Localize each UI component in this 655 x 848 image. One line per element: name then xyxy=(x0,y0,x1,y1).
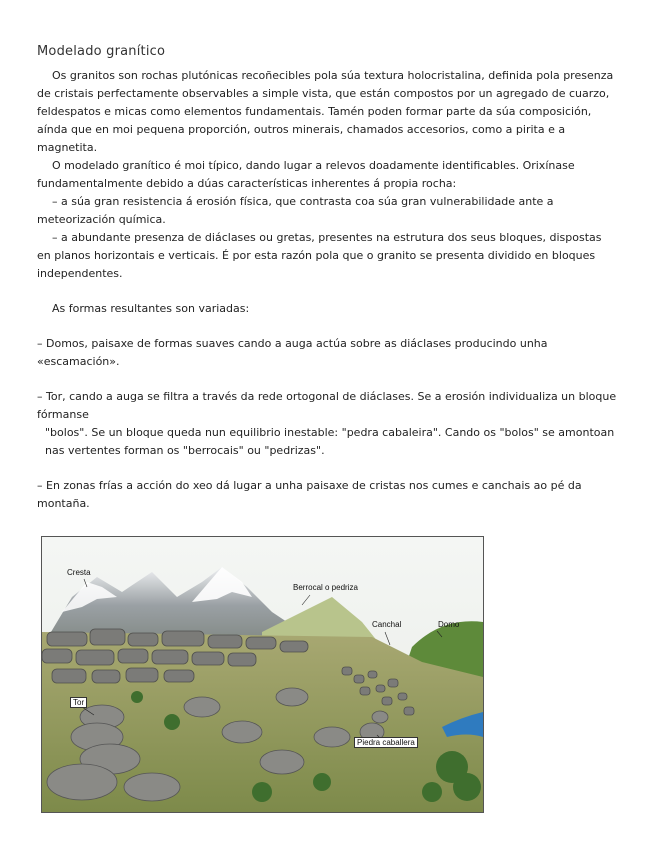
paragraph-forms-intro: As formas resultantes son variadas: xyxy=(52,302,250,315)
landscape-illustration xyxy=(42,537,483,812)
list-item-erosion-resistance: – a súa gran resistencia á erosión física, que contrasta coa súa gran vulnerabilidade ante a meteorización química. xyxy=(37,195,554,226)
list-item-tor: – Tor, cando a auga se filtra a través da rede ortogonal de diáclases. Se a erosión individualiza un bloque fórmanse xyxy=(37,390,617,421)
label-cresta: Cresta xyxy=(67,568,91,577)
document-body xyxy=(37,44,617,513)
label-tor: Tor xyxy=(70,697,87,708)
label-domo: Domo xyxy=(438,620,460,629)
granite-landscape-figure xyxy=(41,536,484,813)
list-item-cold-zones: – En zonas frías a acción do xeo dá lugar a unha paisaxe de cristas nos cumes e canchais ao pé da montaña. xyxy=(37,479,582,510)
label-piedra-caballera: Piedra caballera xyxy=(354,737,418,748)
list-item-domos: – Domos, paisaxe de formas suaves cando a auga actúa sobre as diáclases producindo unha «escamación». xyxy=(37,337,548,368)
page-title: Modelado granítico xyxy=(37,44,166,59)
list-item-diaclases: – a abundante presenza de diáclases ou gretas, presentes na estrutura dos seus bloques, dispostas en planos horizontais e verticais. É por esta razón pola que o granito se presenta dividido en bloques independentes. xyxy=(37,231,602,280)
paragraph-granite-modelling: O modelado granítico é moi típico, dando lugar a relevos doadamente identificables. Orixínase fundamentalmente debido a dúas características inherentes á propia rocha: xyxy=(37,159,575,190)
label-berrocal: Berrocal o pedriza xyxy=(293,583,358,592)
list-item-tor-continued: "bolos". Se un bloque queda nun equilibrio inestable: "pedra cabaleira". Cando os "bolos" se amontoan nas vertentes forman os "berrocais" ou "pedrizas". xyxy=(45,426,615,457)
label-canchal: Canchal xyxy=(372,620,402,629)
paragraph-granite-definition: Os granitos son rochas plutónicas recoñecibles pola súa textura holocristalina, definida pola presenza de cristais perfectamente observables a simple vista, que están compostos por un agregado de cuarzo, feldespatos e micas como elementos fundamentais. Tamén poden formar parte da súa composición, aínda que en moi pequena proporción, outros minerais, chamados accesorios, como a pirita e a magnetita. xyxy=(37,69,614,154)
